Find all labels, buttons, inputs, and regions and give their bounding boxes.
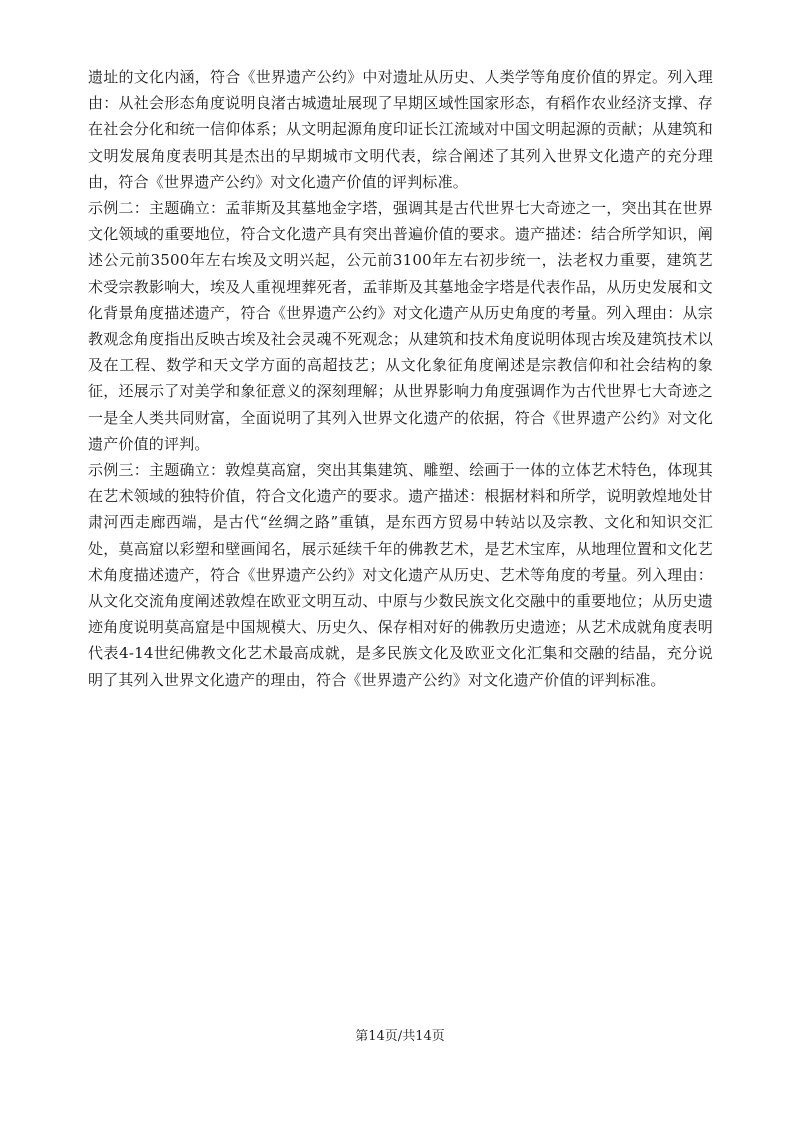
paragraph-example-three-dunhuang: 示例三：主题确立：敦煌莫高窟，突出其集建筑、雕塑、绘画于一体的立体艺术特色，体现其在艺术领域的独特价值，符合文化遗产的要求。遗产描述：根据材料和所学，说明敦煌地处甘肃河西走廊西端，是古代“丝绸之路”重镇，是东西方贸易中转站以及宗教、文化和知识交汇处，莫高窟以彩塑和壁画闻名，展示延续千年的佛教艺术，是艺术宝库，从地理位置和文化艺术角度描述遗产，符合《世界遗产公约》对文化遗产从历史、艺术等角度的考量。列入理由：从文化交流角度阐述敦煌在欧亚文明互动、中原与少数民族文化交融中的重要地位；从历史遗迹角度说明莫高窟是中国规模大、历史久、保存相对好的佛教历史遗迹；从艺术成就角度表明代表4-14世纪佛教文化艺术最高成就，是多民族文化及欧亚文化汇集和交融的结晶，充分说明了其列入世界文化遗产的理由，符合《世界遗产公约》对文化遗产价值的评判标准。 bbox=[88, 461, 713, 689]
document-body bbox=[88, 64, 713, 693]
paragraph-continuation-liangzhu: 遗址的文化内涵，符合《世界遗产公约》中对遗址从历史、人类学等角度价值的界定。列入理由：从社会形态角度说明良渚古城遗址展现了早期区域性国家形态，有稻作农业经济支撑、存在社会分化和统一信仰体系；从文明起源角度印证长江流域对中国文明起源的贡献；从建筑和文明发展角度表明其是杰出的早期城市文明代表，综合阐述了其列入世界文化遗产的充分理由，符合《世界遗产公约》对文化遗产价值的评判标准。 bbox=[88, 68, 713, 191]
paragraph-example-two-memphis: 示例二：主题确立：孟菲斯及其墓地金字塔，强调其是古代世界七大奇迹之一，突出其在世界文化领域的重要地位，符合文化遗产具有突出普遍价值的要求。遗产描述：结合所学知识，阐述公元前3500年左右埃及文明兴起，公元前3100年左右初步统一，法老权力重要，建筑艺术受宗教影响大，埃及人重视埋葬死者，孟菲斯及其墓地金字塔是代表作品，从历史发展和文化背景角度描述遗产，符合《世界遗产公约》对文化遗产从历史角度的考量。列入理由：从宗教观念角度指出反映古埃及社会灵魂不死观念；从建筑和技术角度说明体现古埃及建筑技术以及在工程、数学和天文学方面的高超技艺；从文化象征角度阐述是宗教信仰和社会结构的象征，还展示了对美学和象征意义的深刻理解；从世界影响力角度强调作为古代世界七大奇迹之一是全人类共同财富，全面说明了其列入世界文化遗产的依据，符合《世界遗产公约》对文化遗产价值的评判。 bbox=[88, 199, 713, 453]
page-number-footer: 第14页/共14页 bbox=[355, 1029, 445, 1044]
